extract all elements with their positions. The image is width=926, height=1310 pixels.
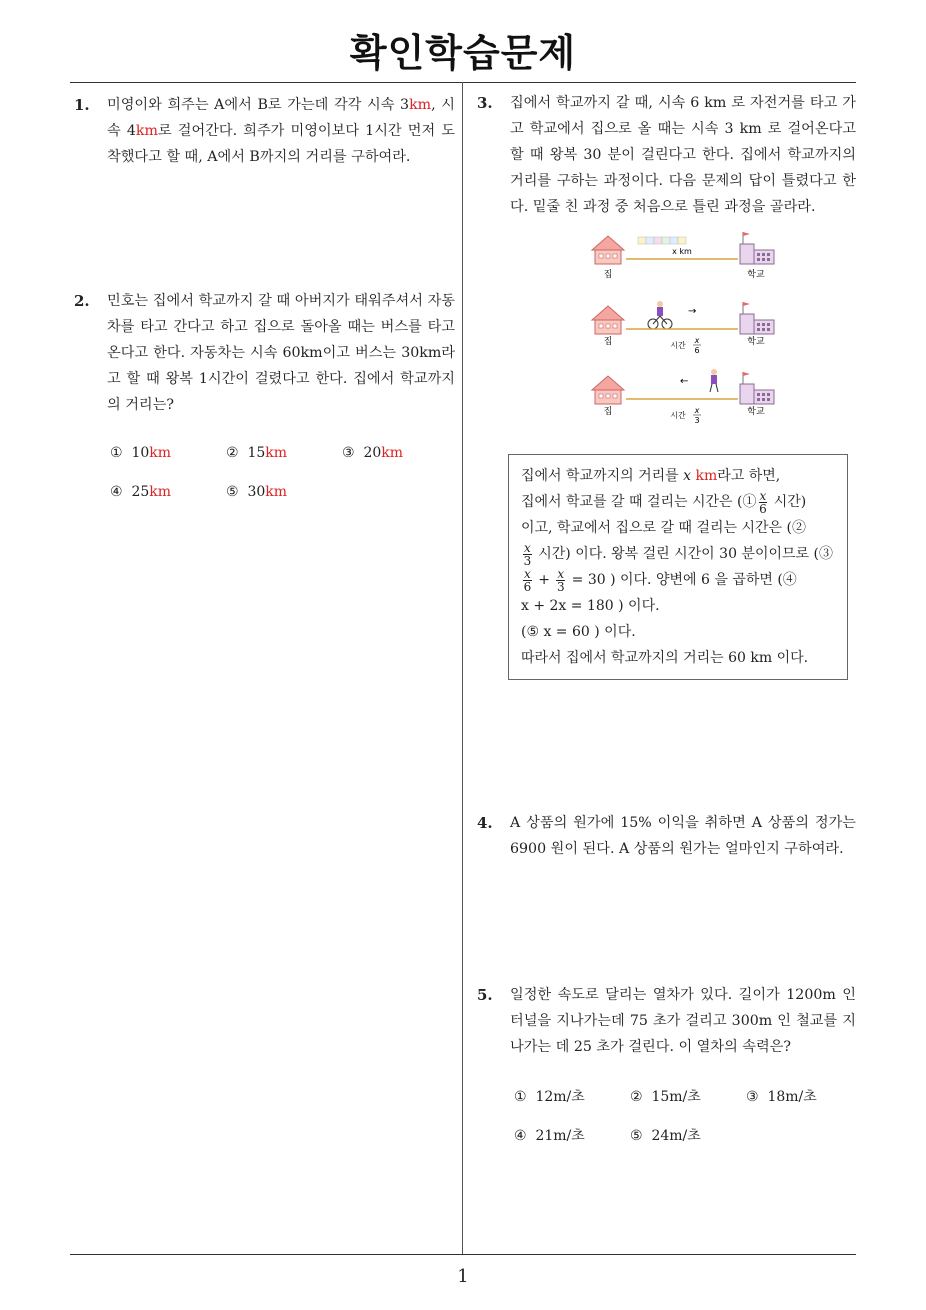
bottom-rule: [70, 1254, 856, 1255]
choice-3[interactable]: ③ 20km: [342, 445, 404, 461]
solution-line-2: 집에서 학교를 갈 때 걸리는 시간은 (① $\frac{x}{6}$ 시간): [521, 488, 807, 516]
question-text: A 상품의 원가에 15% 이익을 취하면 A 상품의 정가는 6900 원이 된다. A 상품의 원가는 얼마인지 구하여라.: [510, 815, 856, 857]
school-icon: [740, 372, 774, 404]
question-text: 일정한 속도로 달리는 열차가 있다. 길이가 1200m 인 터널을 지나가는데 75 초가 걸리고 300m 인 철교를 지나가는 데 25 초가 걸린다. 이 열차의 속력은?: [510, 987, 856, 1055]
question-text: 미영이와 희주는 A에서 B로 가는데 각각 시속 3km, 시속 4km로 걸어간다. 희주가 미영이보다 1시간 먼저 도착했다고 할 때, A에서 B까지의 거리를 구하여라.: [107, 97, 455, 165]
house-icon: [592, 376, 624, 404]
fraction: $\frac{x}{3}$: [523, 540, 532, 568]
choice-2[interactable]: ② 15m/초: [630, 1089, 701, 1105]
frac-num: x: [694, 406, 700, 415]
fraction: $\frac{x}{3}$: [556, 566, 565, 594]
home-label: 집: [603, 337, 613, 347]
question-3: [477, 90, 856, 220]
solution-box: [508, 454, 848, 680]
travel-diagram: [590, 228, 780, 428]
page-title: 확인학습문제: [349, 31, 577, 75]
unit-km: km: [409, 97, 432, 113]
choice-5[interactable]: ⑤ 24m/초: [630, 1128, 701, 1144]
column-divider: [462, 82, 463, 1254]
school-label: 학교: [747, 270, 765, 280]
time-label: 시간: [670, 341, 686, 350]
question-5: [477, 982, 856, 1060]
ruler-strip: [638, 237, 686, 244]
frac-den: 6: [694, 346, 700, 355]
question-text: 집에서 학교까지 갈 때, 시속 6 km 로 자전거를 타고 가고 학교에서 집으로 올 때는 시속 3 km 로 걸어온다고 할 때 왕복 30 분이 걸린다고 한다. 집에서 학교까지의 거리를 구하는 과정이다. 다음 문제의 답이 틀렸다고 한다. 밑줄 친 과정 중 처음으로 틀린 과정을 골라라.: [510, 95, 856, 215]
choice-1[interactable]: ① 12m/초: [514, 1089, 585, 1105]
question-1: [74, 92, 455, 170]
school-icon: [740, 302, 774, 334]
question-text: 민호는 집에서 학교까지 갈 때 아버지가 태워주셔서 자동차를 타고 간다고 하고 집으로 돌아올 때는 버스를 타고 온다고 한다. 자동차는 시속 60km이고 버스는 30km라고 할 때 왕복 1시간이 걸렸다고 한다. 집에서 학교까지의 거리는?: [107, 293, 455, 413]
page-number: 1: [457, 1266, 469, 1287]
solution-line-5: $\frac{x}{6}$ + $\frac{x}{3}$ = 30 ) 이다. 양변에 6 을 곱하면 (④: [523, 566, 797, 594]
question-4: [477, 810, 856, 862]
choice-2[interactable]: ② 15km: [226, 445, 288, 461]
house-icon: [592, 306, 624, 334]
home-label: 집: [603, 407, 613, 417]
choice-4[interactable]: ④ 25km: [110, 484, 172, 500]
question-number: 5.: [477, 986, 493, 1004]
question-number: 4.: [477, 814, 493, 832]
fraction: $\frac{x}{6}$: [759, 488, 767, 516]
solution-line-4: $\frac{x}{3}$ 시간) 이다. 왕복 걸린 시간이 30 분이이므로 (③: [523, 540, 833, 568]
choice-1[interactable]: ① 10km: [110, 445, 172, 461]
solution-line-7: (⑤ x = 60 ) 이다.: [521, 624, 636, 640]
arrow-left-icon: ←: [680, 376, 689, 387]
choice-3[interactable]: ③ 18m/초: [746, 1089, 817, 1105]
arrow-right-icon: →: [688, 306, 697, 317]
frac-den: 3: [694, 416, 700, 425]
choice-4[interactable]: ④ 21m/초: [514, 1128, 585, 1144]
unit-km: km: [135, 123, 158, 139]
distance-label: x km: [672, 247, 692, 256]
frac-num: x: [694, 336, 700, 345]
house-icon: [592, 236, 624, 264]
bicycle-icon: [648, 301, 672, 329]
time-label: 시간: [670, 411, 686, 420]
walking-person-icon: [710, 369, 718, 392]
school-icon: [740, 232, 774, 264]
solution-line-3: 이고, 학교에서 집으로 갈 때 걸리는 시간은 (②: [521, 520, 806, 536]
choice-5[interactable]: ⑤ 30km: [226, 484, 288, 500]
question-number: 3.: [477, 94, 493, 112]
solution-line-8: 따라서 집에서 학교까지의 거리는 60 km 이다.: [521, 650, 809, 666]
question-number: 1.: [74, 96, 90, 114]
top-rule: [70, 82, 856, 83]
home-label: 집: [603, 270, 613, 280]
question-number: 2.: [74, 292, 90, 310]
solution-line-1: 집에서 학교까지의 거리를 x km라고 하면,: [521, 468, 781, 484]
solution-line-6: x + 2x = 180 ) 이다.: [521, 598, 660, 614]
school-label: 학교: [747, 407, 765, 417]
school-label: 학교: [747, 337, 765, 347]
fraction: $\frac{x}{6}$: [523, 566, 532, 594]
question-2: [74, 288, 455, 418]
